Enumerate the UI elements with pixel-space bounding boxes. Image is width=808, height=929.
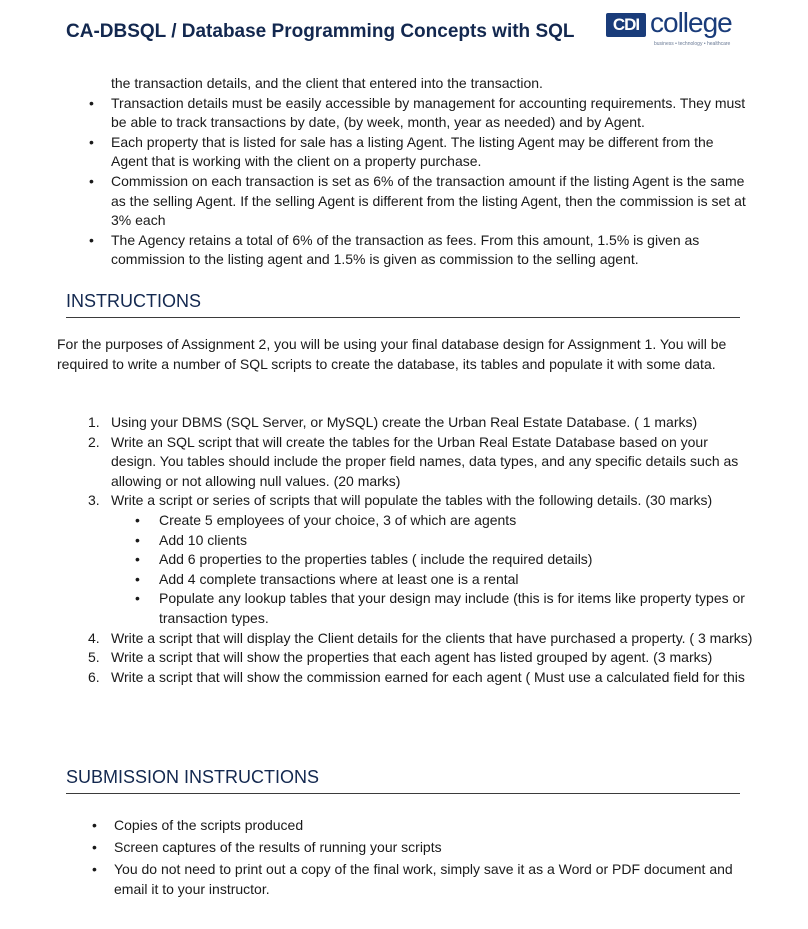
- step-number: 1.: [88, 414, 100, 430]
- step-item: [88, 648, 756, 668]
- step-number: 3.: [88, 492, 100, 509]
- submission-list: [114, 816, 744, 902]
- step-number: 4.: [88, 629, 100, 646]
- logo-word: college: [650, 7, 732, 38]
- requirement-item: • Transaction details must be easily accessible by management for accounting requirements. They must be able to track transactions by date, (by week, month, year as needed) and by Agent.: [111, 94, 751, 133]
- logo-tagline: business • technology • healthcare: [654, 41, 731, 47]
- step-number: 2.: [88, 433, 100, 450]
- submission-item: • You do not need to print out a copy of the final work, simply save it as a Word or PDF document and email it to your instructor.: [114, 860, 744, 899]
- step-text: Write a script that will display the Client details for the clients that have purchased a property. ( 3 marks): [111, 629, 753, 646]
- step-item: [88, 668, 756, 688]
- requirement-item: • Each property that is listed for sale has a listing Agent. The listing Agent may be different from the Agent that is working with the client on a property purchase.: [111, 133, 751, 172]
- instructions-heading: INSTRUCTIONS: [66, 291, 740, 318]
- college-logo: [606, 7, 734, 50]
- logo-mark: CDI: [606, 13, 646, 37]
- step-text: Using your DBMS (SQL Server, or MySQL) create the Urban Real Estate Database. ( 1 marks): [111, 414, 698, 430]
- requirements-list: [111, 74, 751, 270]
- substep-item: • Add 6 properties to the properties tables ( include the required details): [159, 550, 756, 570]
- continuation-text: the transaction details, and the client that entered into the transaction.: [111, 75, 543, 91]
- instructions-steps: [88, 413, 756, 687]
- step-item: [88, 629, 756, 649]
- step-number: 6.: [88, 668, 100, 685]
- populate-details-list: [111, 511, 756, 629]
- step-item: [88, 433, 756, 492]
- step-text: Write a script or series of scripts that will populate the tables with the following details. (30 marks): [111, 492, 713, 509]
- substep-item: • Add 10 clients: [159, 531, 756, 551]
- step-item: [88, 491, 756, 628]
- substep-item: • Populate any lookup tables that your design may include (this is for items like property types or transaction types.: [159, 589, 756, 628]
- step-text: Write a script that will show the commission earned for each agent ( Must use a calculated field for this: [111, 668, 745, 685]
- step-text: Write an SQL script that will create the tables for the Urban Real Estate Database based on your design. You tables should include the proper field names, data types, and any specific details such as allowing or not allowing null values. (20 marks): [111, 433, 739, 489]
- step-number: 5.: [88, 649, 100, 666]
- requirement-item: • Commission on each transaction is set as 6% of the transaction amount if the listing Agent is the same as the selling Agent. If the selling Agent is different from the listing Agent, then the commission is set at 3% each: [111, 172, 751, 231]
- submission-item: • Copies of the scripts produced: [114, 816, 744, 836]
- instructions-paragraph: For the purposes of Assignment 2, you will be using your final database design for Assignment 1. You will be required to write a number of SQL scripts to create the database, its tables and populate it with some data.: [57, 336, 727, 372]
- substep-item: • Add 4 complete transactions where at least one is a rental: [159, 570, 756, 590]
- page-title: CA-DBSQL / Database Programming Concepts with SQL: [66, 21, 575, 42]
- submission-heading: SUBMISSION INSTRUCTIONS: [66, 767, 740, 794]
- submission-item: • Screen captures of the results of running your scripts: [114, 838, 744, 858]
- step-item: [88, 413, 756, 433]
- requirement-item: • The Agency retains a total of 6% of the transaction as fees. From this amount, 1.5% is given as commission to the listing agent and 1.5% is given as commission to the selling agent.: [111, 231, 751, 270]
- step-text: Write a script that will show the properties that each agent has listed grouped by agent. (3 marks): [111, 649, 713, 666]
- substep-item: • Create 5 employees of your choice, 3 of which are agents: [159, 511, 756, 531]
